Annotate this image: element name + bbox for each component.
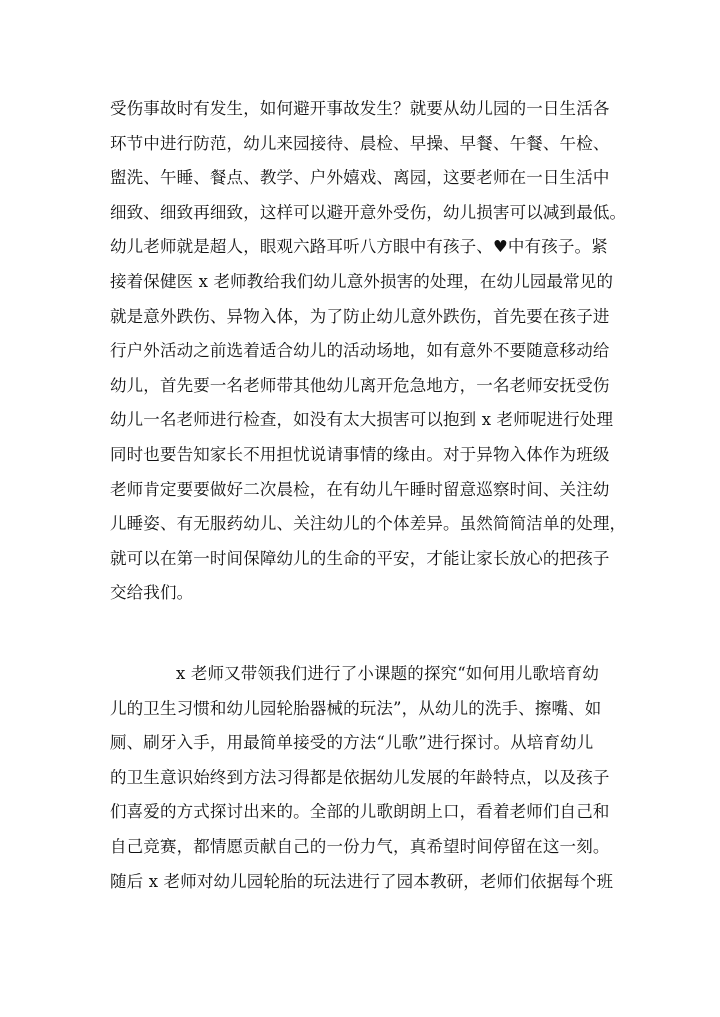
text-line: 儿的卫生习惯和幼儿园轮胎器械的玩法”，从幼儿的洗手、擦嘴、如	[110, 698, 602, 718]
text-line: 就可以在第一时间保障幼儿的生命的平安，才能让家长放心的把孩子	[110, 548, 610, 568]
text-line: 的卫生意识始终到方法习得都是依据幼儿发展的年龄特点，以及孩子	[110, 767, 610, 787]
text-line: 老师肯定要要做好二次晨检，在有幼儿午睡时留意巡察时间、关注幼	[110, 479, 610, 499]
text-line: 行户外活动之前选着适合幼儿的活动场地，如有意外不要随意移动给	[110, 341, 610, 361]
text-line: 幼儿，首先要一名老师带其他幼儿离开危急地方，一名老师安抚受伤	[110, 375, 610, 395]
text-line: 盥洗、午睡、餐点、教学、户外嬉戏、离园，这要老师在一日生活中	[110, 168, 610, 188]
text-line: 幼儿一名老师进行检查，如没有太大损害可以抱到 x 老师呢进行处理	[110, 410, 614, 430]
text-line: 自己竞赛，都情愿贡献自己的一份力气，真希望时间停留在这一刻。	[110, 836, 610, 856]
text-line: 厕、刷牙入手，用最简单接受的方法“儿歌”进行探讨。从培育幼儿	[110, 733, 594, 753]
paragraph-2	[110, 657, 630, 899]
text-line: 交给我们。	[110, 583, 194, 603]
paragraph-1	[110, 92, 630, 611]
text-line: 儿睡姿、有无服药幼儿、关注幼儿的个体差异。虽然简简洁单的处理，	[110, 514, 627, 534]
text-line: 随后 x 老师对幼儿园轮胎的玩法进行了园本教研，老师们依据每个班	[110, 871, 614, 891]
text-line: 们喜爱的方式探讨出来的。全部的儿歌朗朗上口，看着老师们自己和	[110, 802, 610, 822]
text-line: 同时也要告知家长不用担忧说请事情的缘由。对于异物入体作为班级	[110, 444, 610, 464]
text-line: 就是意外跌伤、异物入体，为了防止幼儿意外跌伤，首先要在孩子进	[110, 306, 610, 326]
text-line: 幼儿老师就是超人，眼观六路耳听八方眼中有孩子、♥中有孩子。紧	[110, 237, 608, 257]
text-line: 环节中进行防范，幼儿来园接待、晨检、早操、早餐、午餐、午检、	[110, 133, 610, 153]
text-line: 细致、细致再细致，这样可以避开意外受伤，幼儿损害可以减到最低。	[110, 202, 627, 222]
text-line: 受伤事故时有发生，如何避开事故发生？就要从幼儿园的一日生活各	[110, 99, 610, 118]
text-line: 接着保健医 x 老师教给我们幼儿意外损害的处理，在幼儿园最常见的	[110, 271, 614, 291]
text-line: x 老师又带领我们进行了小课题的探究“如何用儿歌培育幼	[176, 664, 600, 683]
